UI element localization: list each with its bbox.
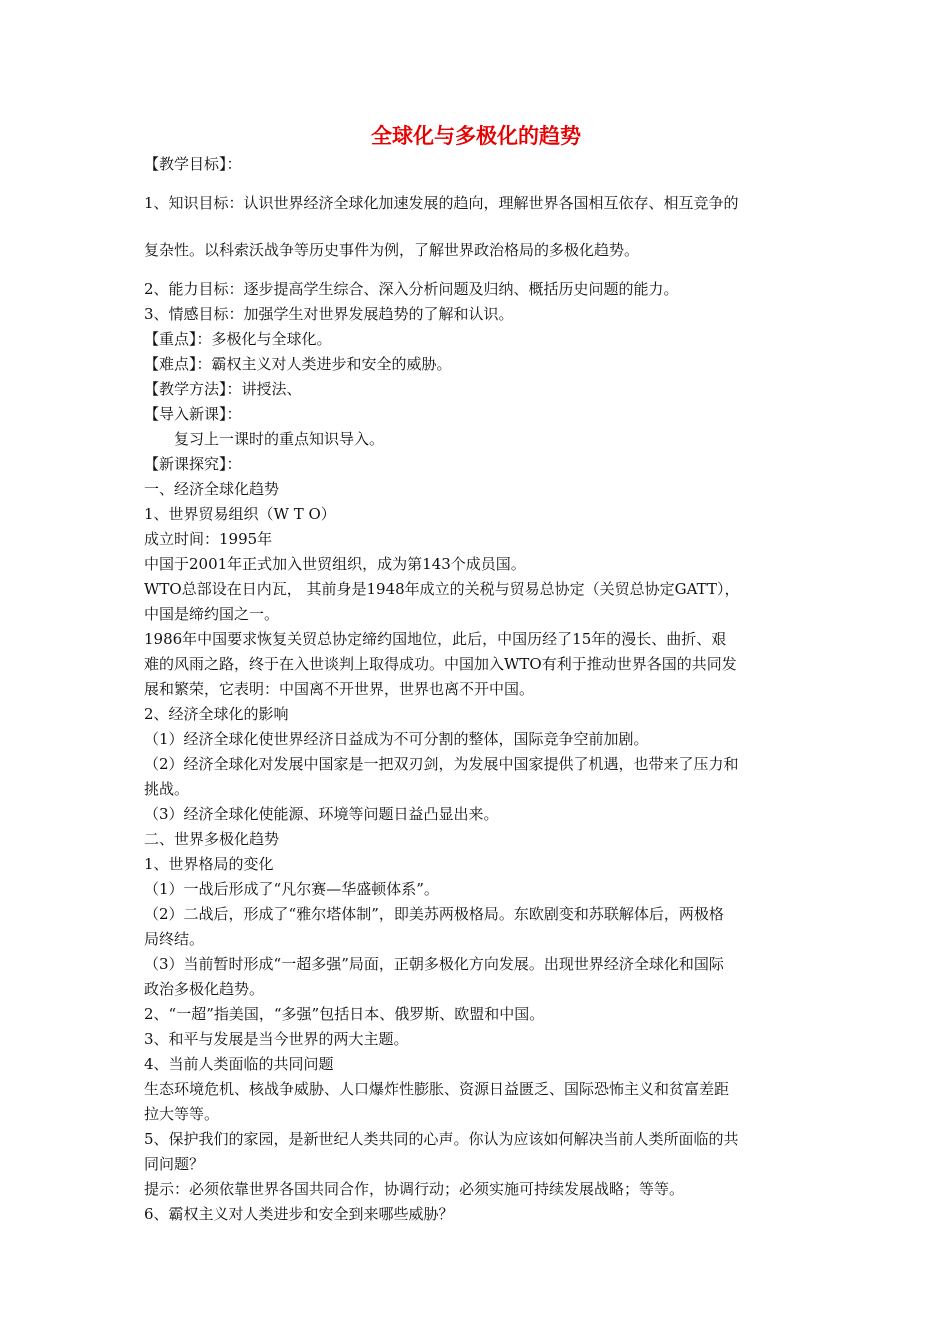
paragraph-line: 2、能力目标：逐步提高学生综合、深入分析问题及归纳、概括历史问题的能力。 bbox=[144, 280, 679, 298]
paragraph-line: 提示：必须依靠世界各国共同合作，协调行动；必须实施可持续发展战略；等等。 bbox=[144, 1180, 685, 1198]
list-item: （1）一战后形成了“凡尔赛—华盛顿体系”。 bbox=[144, 880, 439, 898]
paragraph-line: 3、情感目标：加强学生对世界发展趋势的了解和认识。 bbox=[144, 305, 514, 323]
paragraph-line: 2、“一超”指美国，“多强”包括日本、俄罗斯、欧盟和中国。 bbox=[144, 1005, 545, 1023]
paragraph-line: 3、和平与发展是当今世界的两大主题。 bbox=[144, 1030, 409, 1048]
paragraph-line: 生态环境危机、核战争威胁、人口爆炸性膨胀、资源日益匮乏、国际恐怖主义和贫富差距 bbox=[144, 1080, 730, 1098]
heading-objectives: 【教学目标】： bbox=[144, 155, 242, 173]
paragraph-line: 1、知识目标：认识世界经济全球化加速发展的趋向，理解世界各国相互依存、相互竞争的 bbox=[144, 194, 739, 212]
paragraph-line: 展和繁荣，它表明：中国离不开世界，世界也离不开中国。 bbox=[144, 680, 535, 698]
heading-new-lesson: 【新课探究】： bbox=[144, 455, 242, 473]
document-page bbox=[144, 120, 808, 1227]
paragraph-line: 5、保护我们的家园，是新世纪人类共同的心声。你认为应该如何解决当前人类所面临的共 bbox=[144, 1130, 739, 1148]
paragraph-line: 局终结。 bbox=[144, 930, 205, 948]
paragraph-line: 同问题？ bbox=[144, 1155, 205, 1173]
subsection-heading: 2、经济全球化的影响 bbox=[144, 705, 289, 723]
subsection-heading: 4、当前人类面临的共同问题 bbox=[144, 1055, 334, 1073]
heading-intro: 【导入新课】： bbox=[144, 405, 242, 423]
paragraph-line: 难的风雨之路，终于在入世谈判上取得成功。中国加入WTO有利于推动世界各国的共同发 bbox=[144, 655, 737, 673]
paragraph-line: 中国是缔约国之一。 bbox=[144, 605, 280, 623]
list-item: （3）经济全球化使能源、环境等问题日益凸显出来。 bbox=[144, 805, 499, 823]
list-item: （2）二战后，形成了“雅尔塔体制”，即美苏两极格局。东欧剧变和苏联解体后，两极格 bbox=[144, 905, 724, 923]
paragraph-line: 中国于2001年正式加入世贸组织，成为第143个成员国。 bbox=[144, 555, 526, 573]
list-item: （1）经济全球化使世界经济日益成为不可分割的整体，国际竞争空前加剧。 bbox=[144, 730, 649, 748]
document-title: 全球化与多极化的趋势 bbox=[371, 124, 581, 148]
paragraph-line: 拉大等等。 bbox=[144, 1105, 220, 1123]
section-heading: 一、经济全球化趋势 bbox=[144, 480, 280, 498]
list-item: （2）经济全球化对发展中国家是一把双刃剑，为发展中国家提供了机遇，也带来了压力和 bbox=[144, 755, 739, 773]
heading-difficulty: 【难点】：霸权主义对人类进步和安全的威胁。 bbox=[144, 355, 452, 373]
heading-method: 【教学方法】：讲授法、 bbox=[144, 380, 302, 398]
subsection-heading: 1、世界贸易组织（W T O） bbox=[144, 505, 336, 523]
paragraph-line: WTO总部设在日内瓦， 其前身是1948年成立的关税与贸易总协定（关贸总协定GATT）， bbox=[144, 580, 740, 598]
paragraph-line: 复习上一课时的重点知识导入。 bbox=[174, 430, 385, 448]
paragraph-line: 复杂性。以科索沃战争等历史事件为例，了解世界政治格局的多极化趋势。 bbox=[144, 241, 640, 259]
paragraph-line: 6、霸权主义对人类进步和安全到来哪些威胁？ bbox=[144, 1205, 454, 1223]
section-heading: 二、世界多极化趋势 bbox=[144, 830, 280, 848]
list-item: （3）当前暂时形成“一超多强”局面，正朝多极化方向发展。出现世界经济全球化和国际 bbox=[144, 955, 724, 973]
subsection-heading: 1、世界格局的变化 bbox=[144, 855, 274, 873]
heading-key-point: 【重点】：多极化与全球化。 bbox=[144, 330, 332, 348]
paragraph-line: 1986年中国要求恢复关贸总协定缔约国地位，此后，中国历经了15年的漫长、曲折、艰 bbox=[144, 630, 727, 648]
paragraph-line: 成立时间：1995年 bbox=[144, 530, 273, 548]
paragraph-line: 挑战。 bbox=[144, 780, 190, 798]
paragraph-line: 政治多极化趋势。 bbox=[144, 980, 265, 998]
